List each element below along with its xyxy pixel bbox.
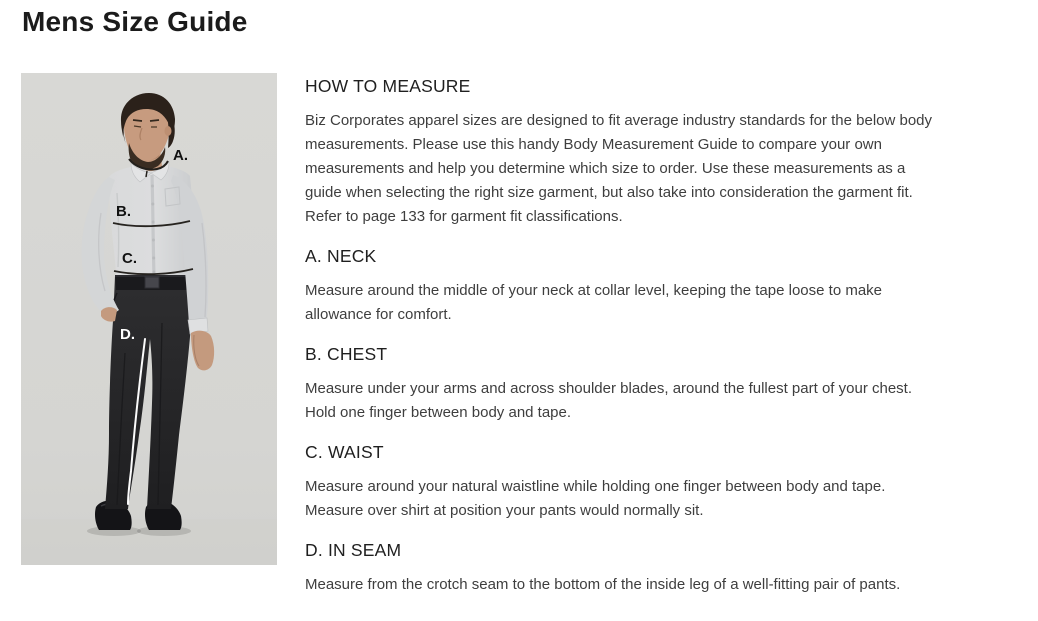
section-waist xyxy=(305,442,941,523)
section-heading: HOW TO MEASURE xyxy=(305,76,471,96)
section-how-to-measure xyxy=(305,76,941,229)
content-row xyxy=(21,73,941,597)
belt xyxy=(115,275,192,290)
label-inseam: D. xyxy=(120,326,135,343)
label-chest: B. xyxy=(116,203,131,220)
section-heading: A. NECK xyxy=(305,246,377,266)
section-chest xyxy=(305,344,941,425)
section-heading: C. WAIST xyxy=(305,442,384,462)
label-neck: A. xyxy=(173,147,188,164)
measurement-figure-illustration xyxy=(21,73,277,565)
page-title: Mens Size Guide xyxy=(22,6,248,37)
section-body: Measure around your natural waistline while holding one finger between body and tape. Measure over shirt at position your pants would normally sit. xyxy=(305,478,886,519)
section-body: Biz Corporates apparel sizes are designed to fit average industry standards for the below body measurements. Please use this handy Body Measurement Guide to compare your own measurements and help you determine which size to order. Use these measurements as a guide when selecting the right size garment, but also take into consideration the garment fit. Refer to page 133 for garment fit classifications. xyxy=(305,112,933,225)
section-body: Measure around the middle of your neck at collar level, keeping the tape loose to make allowance for comfort. xyxy=(305,282,883,323)
label-waist: C. xyxy=(122,250,137,267)
section-body: Measure from the crotch seam to the bottom of the inside leg of a well-fitting pair of pants. xyxy=(305,576,901,593)
section-heading: B. CHEST xyxy=(305,344,388,364)
section-inseam xyxy=(305,540,941,597)
section-body: Measure under your arms and across shoulder blades, around the fullest part of your chest. Hold one finger between body and tape. xyxy=(305,380,912,421)
section-heading: D. IN SEAM xyxy=(305,540,402,560)
section-neck xyxy=(305,246,941,327)
measurement-photo xyxy=(21,73,277,565)
measure-instructions xyxy=(305,73,941,597)
